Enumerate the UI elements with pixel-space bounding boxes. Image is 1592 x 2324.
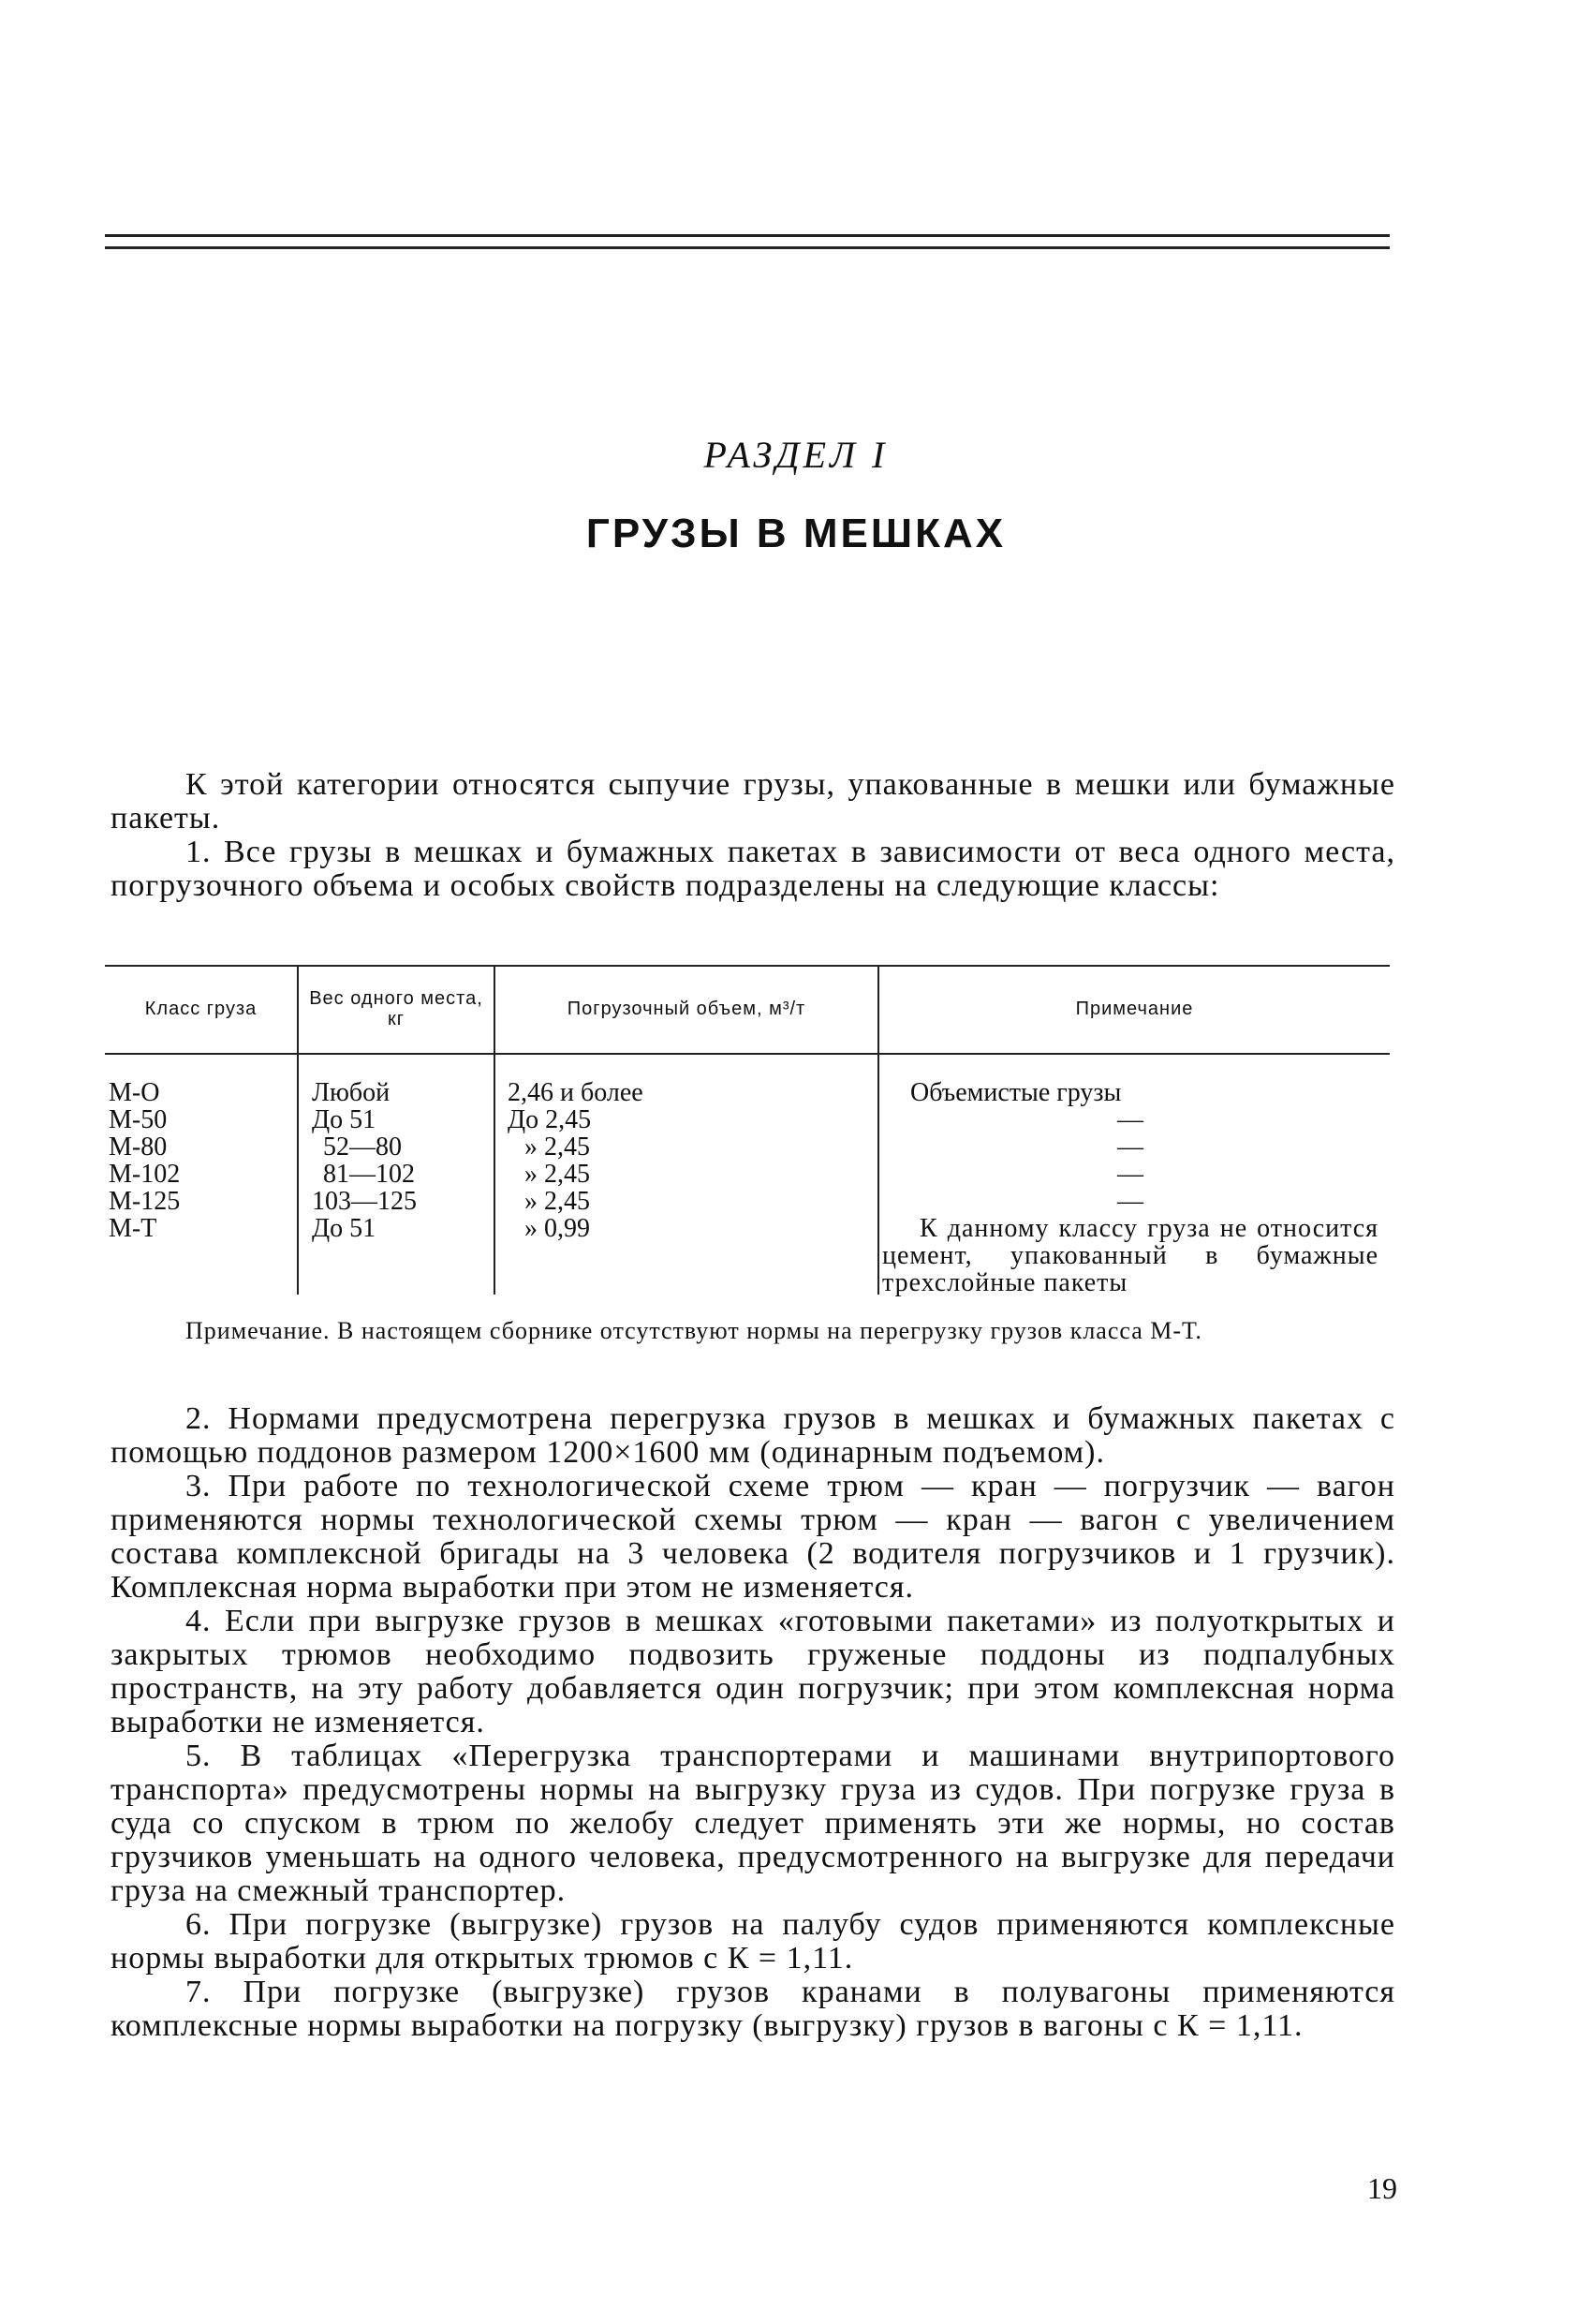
body-paragraph-4: 4. Если при выгрузке грузов в мешках «готовыми пакетами» из полуоткрытых и закрытых трюмов необходимо подвозить груженые поддоны из подпалубных пространств, на эту работу добавляется один погрузчик; при этом комплексная норма выработки не изменяется. — [111, 1604, 1395, 1739]
body-paragraph-5: 5. В таблицах «Перегрузка транспортерами и машинами внутрипортового транспорта» предусмотрены нормы на выгрузку груза из судов. При погрузке груза в суда со спуском в трюм по желобу следует применять эти же нормы, но состав грузчиков уменьшать на одного человека, предусмотренного на выгрузке для передачи груза на смежный транспортер. — [111, 1739, 1395, 1908]
cell-class: М-О — [109, 1078, 160, 1107]
cell-class: М-Т — [109, 1214, 157, 1243]
top-rule — [105, 234, 1390, 249]
cell-weight: Любой — [312, 1078, 391, 1107]
body-paragraph-6: 6. При погрузке (выгрузке) грузов на палубу судов применяются комплексные нормы выработки для открытых трюмов с К = 1,11. — [111, 1907, 1395, 1976]
cell-class: М-50 — [109, 1105, 168, 1134]
header-volume: Погрузочный объем, м³/т — [567, 999, 806, 1019]
section-label: РАЗДЕЛ I — [703, 434, 889, 476]
cell-class: М-125 — [109, 1187, 181, 1216]
column-weight — [312, 1079, 417, 1242]
table-footnote: Примечание. В настоящем сборнике отсутствуют нормы на перегрузку грузов класса М-Т. — [185, 1317, 1202, 1344]
cell-weight: 52—80 — [323, 1132, 402, 1162]
intro-paragraph-2: 1. Все грузы в мешках и бумажных пакетах в зависимости от веса одного места, погрузочного объема и особых свойств подразделены на следующие классы: — [111, 835, 1395, 903]
page-number: 19 — [1367, 2171, 1397, 2205]
cell-volume: До 2,45 — [508, 1105, 592, 1134]
cell-note: К данному классу груза не относится цемент, упакованный в бумажные трехслойные пакеты — [882, 1214, 1378, 1297]
header-note: Примечание — [1075, 999, 1194, 1019]
body-paragraph-3: 3. При работе по технологической схеме трюм — кран — погрузчик — вагон применяются нормы технологической схемы трюм — кран — вагон с увеличением состава комплексной бригады на 3 человека (2 водителя погрузчиков и 1 грузчик). Комплексная норма выработки при этом не изменяется. — [111, 1469, 1395, 1605]
column-note — [882, 1079, 1378, 1296]
cell-class: М-102 — [109, 1160, 181, 1189]
cell-volume: » 2,45 — [524, 1160, 590, 1189]
cargo-class-table — [105, 965, 1390, 1295]
cell-volume: » 0,99 — [524, 1214, 590, 1243]
intro-text — [111, 768, 1395, 903]
header-class: Класс груза — [144, 999, 258, 1019]
cell-volume: 2,46 и более — [508, 1078, 643, 1107]
cell-weight: До 51 — [312, 1214, 376, 1243]
body-paragraph-2: 2. Нормами предусмотрена перегрузка грузов в мешках и бумажных пакетах с помощью поддонов размером 1200×1600 мм (одинарным подъемом). — [111, 1401, 1395, 1470]
cell-volume: » 2,45 — [524, 1132, 590, 1162]
body-paragraph-7: 7. При погрузке (выгрузке) грузов кранами в полувагоны применяются комплексные нормы выработки на погрузку (выгрузку) грузов в вагоны с К = 1,11. — [111, 1975, 1395, 2043]
cell-class: М-80 — [109, 1132, 168, 1162]
body-text — [111, 1402, 1395, 2043]
column-volume — [508, 1079, 643, 1242]
column-class — [109, 1079, 180, 1242]
cell-volume: » 2,45 — [524, 1187, 590, 1216]
cell-note: — — [1117, 1105, 1143, 1134]
cell-weight: 81—102 — [323, 1160, 415, 1189]
header-weight: Вес одного места, кг — [309, 988, 483, 1029]
cell-note: — — [1117, 1187, 1143, 1216]
intro-paragraph-1: К этой категории относятся сыпучие грузы, упакованные в мешки или бумажные пакеты. — [111, 767, 1395, 836]
cell-note: — — [1117, 1160, 1143, 1189]
cell-note: — — [1117, 1132, 1143, 1162]
section-title: ГРУЗЫ В МЕШКАХ — [585, 511, 1007, 556]
cell-note: Объемистые грузы — [910, 1078, 1122, 1107]
cell-weight: До 51 — [312, 1105, 376, 1134]
cell-weight: 103—125 — [312, 1187, 417, 1216]
